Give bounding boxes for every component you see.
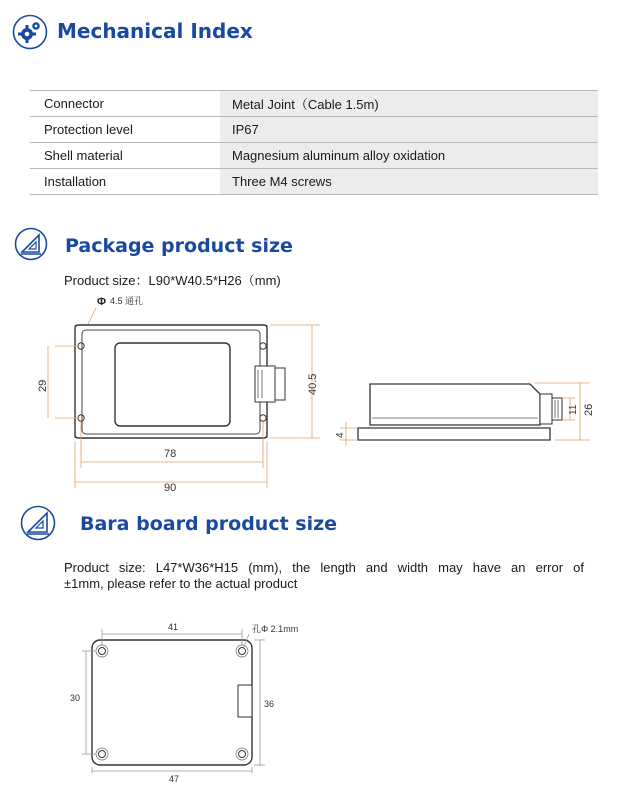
board-description-line1: Product size: L47*W36*H15 (mm), the length and width may have an error of [64, 560, 584, 575]
dim-hole-spacing-y: 30 [70, 693, 81, 703]
dim-board-width: 36 [264, 699, 275, 709]
svg-text:Φ: Φ [97, 296, 107, 308]
row-label: Protection level [30, 117, 220, 143]
dim-total-length: 90 [164, 482, 177, 494]
row-value: Three M4 screws [220, 169, 598, 195]
board-top-view-drawing [60, 615, 310, 785]
dim-width: 40.5 [307, 373, 319, 395]
dim-body-height: 11 [568, 404, 579, 415]
board-title: Bara board product size [80, 513, 338, 535]
row-value: IP67 [220, 117, 598, 143]
table-row [30, 143, 598, 169]
table-row [30, 91, 598, 117]
package-side-view-drawing [330, 370, 600, 450]
mechanical-spec-table [30, 90, 598, 195]
ruler-triangle-icon [14, 227, 48, 261]
dim-base-height: 4 [335, 432, 346, 438]
dim-total-height: 26 [583, 403, 595, 416]
package-description: Product size：L90*W40.5*H26（mm) [64, 273, 281, 288]
row-value: Metal Joint（Cable 1.5m) [220, 91, 598, 117]
ruler-triangle-icon [20, 505, 56, 541]
table-row [30, 117, 598, 143]
dim-hole-spacing-x: 41 [168, 622, 179, 632]
row-label: Installation [30, 169, 220, 195]
hole-note: 4.5 通孔 [110, 296, 144, 306]
board-description [64, 560, 584, 592]
row-label: Shell material [30, 143, 220, 169]
package-top-view-drawing [30, 288, 330, 498]
package-title: Package product size [65, 235, 293, 257]
dim-board-length: 47 [169, 774, 180, 784]
dim-inner-length: 78 [164, 448, 177, 460]
mechanical-title: Mechanical Index [57, 19, 253, 43]
row-value: Magnesium aluminum alloy oxidation [220, 143, 598, 169]
gear-icon [12, 14, 48, 50]
table-row [30, 169, 598, 195]
dim-hole-spacing: 29 [37, 379, 49, 392]
board-description-line2: ±1mm, please refer to the actual product [64, 576, 298, 591]
board-hole-note: 孔Φ 2.1mm [252, 624, 299, 634]
row-label: Connector [30, 91, 220, 117]
